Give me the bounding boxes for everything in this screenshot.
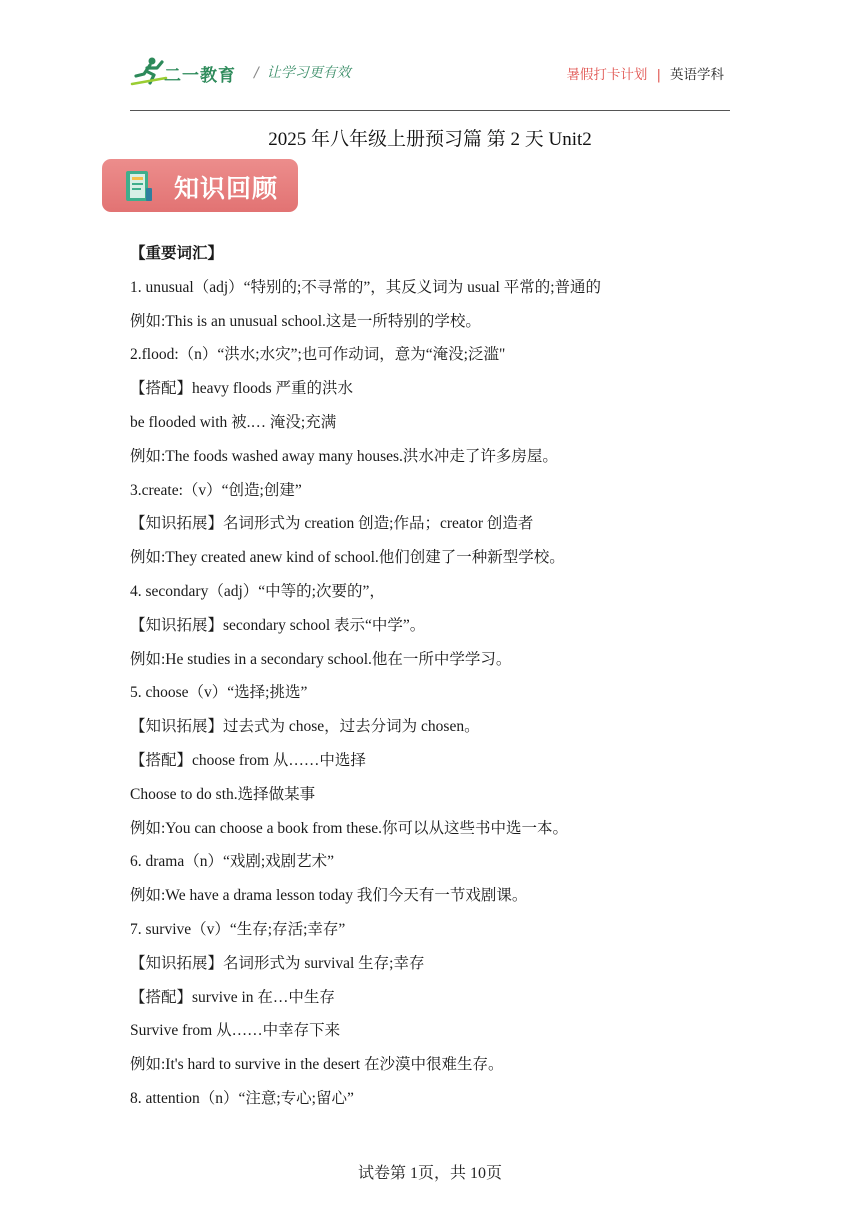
- slogan-separator: /: [254, 65, 259, 81]
- content-line: be flooded with 被.… 淹没;充满: [130, 413, 337, 431]
- content-line: 例如:He studies in a secondary school.他在一所中学学习。: [130, 650, 512, 668]
- content-line: 5. choose（v）“选择;挑选”: [130, 684, 308, 702]
- page-title: 2025 年八年级上册预习篇 第 2 天 Unit2: [268, 129, 592, 150]
- content-line: 例如:The foods washed away many houses.洪水冲走了许多房屋。: [130, 447, 558, 465]
- content-line: Choose to do sth.选择做某事: [130, 785, 316, 803]
- section-banner: [102, 159, 298, 212]
- page-footer: 试卷第 1页，共 10页: [357, 1165, 502, 1182]
- content-line: 3.create:（v）“创造;创建”: [130, 481, 302, 499]
- header-divider: |: [656, 67, 661, 83]
- book-icon: [120, 168, 156, 204]
- content-line: 8. attention（n）“注意;专心;留心”: [130, 1089, 354, 1107]
- header-rule: [130, 110, 730, 111]
- slogan-text: 让学习更有效: [266, 65, 351, 81]
- subject-label: 英语学科: [670, 67, 724, 83]
- content-line: 例如:You can choose a book from these.你可以从这些书中选一本。: [130, 819, 568, 837]
- content-line: 6. drama（n）“戏剧;戏剧艺术”: [130, 853, 335, 871]
- content-line: 【知识拓展】名词形式为 creation 创造;作品；creator 创造者: [130, 515, 534, 533]
- logo: [130, 56, 242, 88]
- banner-label: 知识回顾: [174, 174, 279, 203]
- content-line: 2.flood:（n）“洪水;水灾”;也可作动词，意为“淹没;泛滥": [130, 346, 506, 364]
- page-header: [130, 54, 730, 90]
- section-heading: 【重要词汇】: [130, 245, 224, 262]
- content-line: 【知识拓展】secondary school 表示“中学”。: [130, 616, 426, 634]
- content-line: 【知识拓展】名词形式为 survival 生存;幸存: [130, 954, 425, 972]
- slogan: [254, 62, 351, 82]
- content-line: Survive from 从……中幸存下来: [130, 1022, 341, 1040]
- content-line: 7. survive（v）“生存;存活;幸存”: [130, 920, 346, 938]
- plan-label: 暑假打卡计划: [566, 67, 648, 83]
- content-line: 【搭配】choose from 从……中选择: [130, 751, 366, 769]
- content-line: 4. secondary（adj）“中等的;次要的”，: [130, 582, 385, 600]
- content-line: 例如:This is an unusual school.这是一所特别的学校。: [130, 312, 481, 330]
- content-line: 例如:It's hard to survive in the desert 在沙漠中很难生存。: [130, 1056, 504, 1074]
- content-line: 【搭配】survive in 在…中生存: [130, 988, 335, 1006]
- logo-text: 二一教育: [164, 66, 236, 86]
- content-line: 【知识拓展】过去式为 chose，过去分词为 chosen。: [130, 718, 480, 736]
- content-line: 1. unusual（adj）“特别的;不寻常的”，其反义词为 usual 平常的;普通的: [130, 278, 601, 296]
- header-right: [566, 63, 724, 83]
- content-line: 例如:They created anew kind of school.他们创建了一种新型学校。: [130, 549, 565, 567]
- content-line: 例如:We have a drama lesson today 我们今天有一节戏剧课。: [130, 887, 528, 905]
- content-line: 【搭配】heavy floods 严重的洪水: [130, 380, 354, 398]
- content-body: [130, 237, 750, 1116]
